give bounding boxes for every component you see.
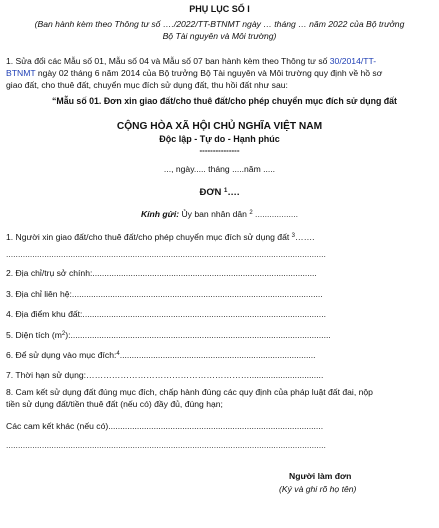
item-6-purpose[interactable]	[6, 350, 316, 361]
footnote-2: 2	[249, 210, 253, 216]
item-5-area[interactable]	[6, 330, 331, 341]
form-title: “Mẫu số 01. Đơn xin giao đất/cho thuê đất/cho phép chuyển mục đích sử dụng đất	[52, 96, 397, 106]
amend-text: ngày 02 tháng 6 năm 2014 của Bộ trưởng Bộ Tài nguyên và Môi trường quy định về hồ sơ	[35, 68, 383, 78]
application-heading	[0, 187, 439, 199]
recipient-text: Ủy ban nhân dân	[179, 209, 250, 219]
other-commitments[interactable]: Các cam kết khác (nếu có)..........................................................................................	[6, 421, 324, 431]
footnote-1: 1	[223, 188, 228, 194]
don-label: ĐƠN	[199, 187, 224, 198]
item-5-label: 5. Diện tích (m	[6, 330, 62, 340]
area-unit-superscript: 2	[61, 331, 66, 337]
circular-link-part-1[interactable]: 30/2014/TT-	[329, 56, 377, 66]
amend-line-3: giao đất, cho thuê đất, chuyển mục đích sử dụng đất, thu hồi đất như sau:	[6, 80, 288, 90]
item-1-fill-line[interactable]: ......................................................................................................................................	[6, 249, 326, 259]
item-4-location[interactable]: 4. Địa điểm khu đất:......................................................................................................	[6, 309, 326, 319]
appendix-title: PHỤ LỤC SỐ I	[189, 4, 250, 14]
date-line: ..., ngày..... tháng .....năm .....	[163, 164, 276, 174]
item-6-dots: ..................................................................................	[119, 350, 316, 360]
signer-title: Người làm đơn	[289, 471, 352, 481]
item-1-tail: …….	[294, 232, 315, 242]
national-title: CỘNG HÒA XÃ HỘI CHỦ NGHĨA VIỆT NAM	[116, 121, 323, 132]
item-8-line-1: 8. Cam kết sử dụng đất đúng mục đích, chấp hành đúng các quy định của pháp luật đất đai, nộp	[6, 387, 373, 397]
appendix-subtitle-line-2: Bộ Tài nguyên và Môi trường)	[162, 31, 277, 41]
amend-text: 1. Sửa đổi các Mẫu số 01, Mẫu số 04 và Mẫu số 07 ban hành kèm theo Thông tư số	[6, 56, 330, 66]
recipient-dots[interactable]: ..................	[252, 209, 299, 219]
motto: Độc lập - Tự do - Hạnh phúc	[159, 134, 280, 144]
item-6-label: 6. Để sử dụng vào mục đích:	[6, 350, 117, 360]
item-7-term[interactable]: 7. Thời hạn sử dụng:…………………………………………………...............................	[6, 370, 324, 380]
item-3-contact[interactable]: 3. Địa chỉ liên hệ:.........................................................................................................	[6, 289, 323, 299]
kinh-gui-label: Kính gửi:	[140, 209, 180, 219]
footnote-4: 4	[116, 351, 120, 357]
other-commitments-fill-line[interactable]: ......................................................................................................................................	[6, 440, 326, 450]
don-tail: ….	[227, 187, 240, 198]
item-1-text: 1. Người xin giao đất/cho thuê đất/cho phép chuyển mục đích sử dụng đất	[6, 232, 292, 242]
item-8-line-2: tiền sử dụng đất/tiền thuê đất (nếu có) đầy đủ, đúng hạn;	[6, 399, 223, 409]
signer-note: (Ký và ghi rõ họ tên)	[279, 484, 357, 494]
amend-line-2	[6, 68, 382, 79]
recipient-line	[0, 209, 439, 220]
motto-rule: ---------------	[199, 146, 240, 155]
appendix-subtitle-line-1: (Ban hành kèm theo Thông tư số …./2022/TT-BTNMT ngày … tháng … năm 2022 của Bộ trưởng	[34, 19, 405, 29]
item-1	[6, 232, 315, 243]
footnote-3: 3	[291, 233, 295, 239]
item-5-dots: ):.............................................................................................................	[65, 330, 331, 340]
item-2-address[interactable]: 2. Địa chỉ/trụ sở chính:..............................................................................................	[6, 268, 317, 278]
circular-link-part-2[interactable]: BTNMT	[6, 68, 36, 78]
amend-line-1	[6, 56, 376, 67]
